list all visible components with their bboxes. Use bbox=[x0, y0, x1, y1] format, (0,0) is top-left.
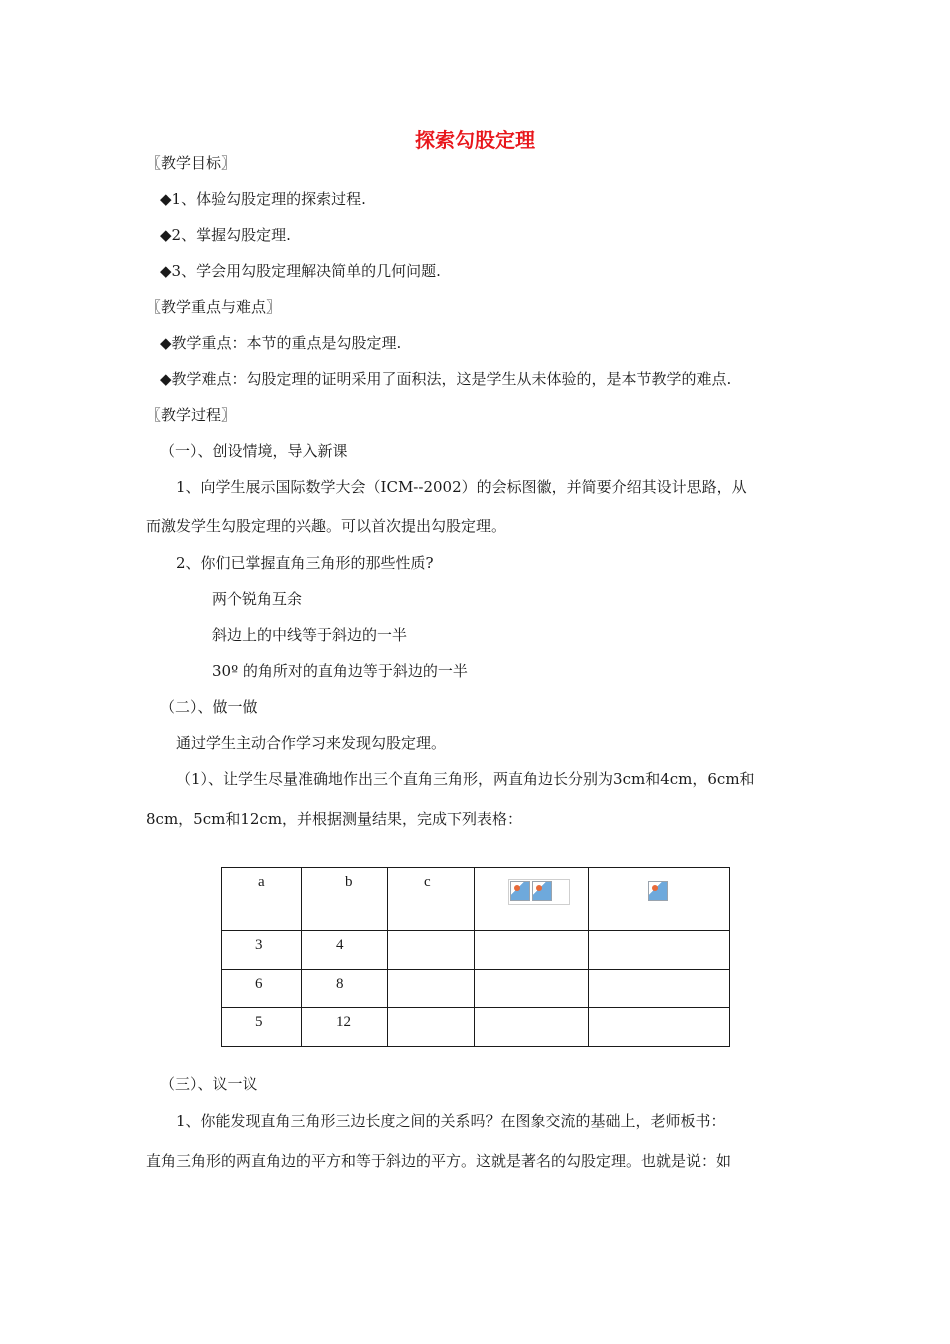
paragraph-line: 2、你们已掌握直角三角形的那些性质? bbox=[176, 554, 434, 572]
header-cell-a bbox=[222, 868, 302, 931]
section-heading: （三）、议一议 bbox=[160, 1075, 258, 1093]
table-cell: 6 bbox=[255, 976, 263, 992]
keypoints-header: 〖教学重点与难点〗 bbox=[146, 298, 282, 316]
table-cell-empty bbox=[475, 1008, 589, 1047]
section-heading: （一）、创设情境，导入新课 bbox=[160, 442, 348, 460]
paragraph-line: 8cm，5cm和12cm，并根据测量结果，完成下列表格： bbox=[146, 810, 523, 828]
table-cell-empty bbox=[589, 1008, 730, 1047]
broken-image-icon bbox=[510, 881, 530, 901]
table-row bbox=[222, 970, 730, 1008]
table-row bbox=[222, 1008, 730, 1047]
table-cell: 4 bbox=[336, 937, 344, 953]
table-header-row bbox=[222, 868, 730, 931]
table-cell-empty bbox=[388, 1008, 475, 1047]
measurement-table bbox=[221, 867, 730, 1047]
broken-image-icon bbox=[532, 881, 552, 901]
table-cell-empty bbox=[475, 931, 589, 970]
keypoint-item: ◆教学重点：本节的重点是勾股定理. bbox=[160, 334, 402, 352]
header-label: c bbox=[424, 874, 431, 890]
header-cell-b bbox=[302, 868, 388, 931]
table-cell-empty bbox=[589, 970, 730, 1008]
table-cell-empty bbox=[388, 970, 475, 1008]
header-cell-c bbox=[388, 868, 475, 931]
table-cell: 5 bbox=[255, 1014, 263, 1030]
document-title: 探索勾股定理 bbox=[415, 128, 535, 152]
paragraph-line: 通过学生主动合作学习来发现勾股定理。 bbox=[176, 734, 447, 752]
objective-item: ◆3、学会用勾股定理解决简单的几何问题. bbox=[160, 262, 441, 280]
paragraph-line: 而激发学生勾股定理的兴趣。可以首次提出勾股定理。 bbox=[146, 517, 507, 535]
section-heading: （二）、做一做 bbox=[160, 698, 258, 716]
table-row bbox=[222, 931, 730, 970]
objective-item: ◆1、体验勾股定理的探索过程. bbox=[160, 190, 366, 208]
table-cell-empty bbox=[475, 970, 589, 1008]
paragraph-line: （1）、让学生尽量准确地作出三个直角三角形，两直角边长分别为3cm和4cm，6cm和 bbox=[176, 770, 755, 788]
header-label: b bbox=[345, 874, 353, 890]
table-cell: 8 bbox=[336, 976, 344, 992]
objectives-header: 〖教学目标〗 bbox=[146, 154, 237, 172]
paragraph-line: 直角三角形的两直角边的平方和等于斜边的平方。这就是著名的勾股定理。也就是说：如 bbox=[146, 1152, 732, 1170]
header-cell-formula-1 bbox=[475, 868, 589, 931]
broken-image-icon bbox=[648, 881, 668, 901]
table-cell: 3 bbox=[255, 937, 263, 953]
property-item: 斜边上的中线等于斜边的一半 bbox=[212, 626, 408, 644]
objective-item: ◆2、掌握勾股定理. bbox=[160, 226, 291, 244]
table-cell-empty bbox=[589, 931, 730, 970]
process-header: 〖教学过程〗 bbox=[146, 406, 237, 424]
table-cell-empty bbox=[388, 931, 475, 970]
header-label: a bbox=[258, 874, 265, 890]
keypoint-item: ◆教学难点：勾股定理的证明采用了面积法，这是学生从未体验的，是本节教学的难点. bbox=[160, 370, 732, 388]
header-cell-formula-2 bbox=[589, 868, 730, 931]
property-item: 30º 的角所对的直角边等于斜边的一半 bbox=[212, 662, 468, 680]
paragraph-line: 1、向学生展示国际数学大会（ICM--2002）的会标图徽，并简要介绍其设计思路，从 bbox=[176, 478, 747, 496]
property-item: 两个锐角互余 bbox=[212, 590, 303, 608]
formula-image-frame bbox=[508, 879, 570, 905]
paragraph-line: 1、你能发现直角三角形三边长度之间的关系吗？在图象交流的基础上，老师板书： bbox=[176, 1112, 726, 1130]
table-cell: 12 bbox=[336, 1014, 351, 1030]
